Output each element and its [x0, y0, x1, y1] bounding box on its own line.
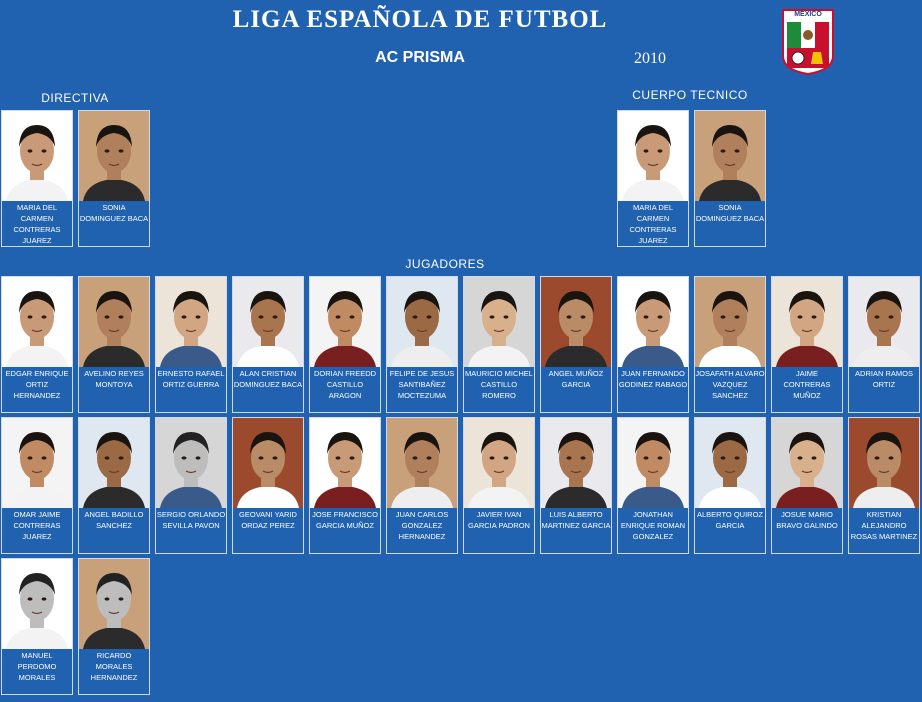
member-card — [155, 417, 227, 554]
member-name: LUIS ALBERTO MARTINEZ GARCIA — [541, 510, 611, 530]
member-photo — [79, 111, 149, 201]
member-photo — [541, 418, 611, 508]
member-photo — [2, 111, 72, 201]
member-card — [78, 417, 150, 554]
club-name: AC PRISMA — [375, 49, 465, 66]
member-card — [309, 276, 381, 413]
member-name: JAIME CONTRERAS MUÑOZ — [783, 369, 831, 400]
member-card — [771, 417, 843, 554]
member-photo — [618, 111, 688, 201]
page-title: LIGA ESPAÑOLA DE FUTBOL — [232, 6, 608, 33]
member-photo — [310, 277, 380, 367]
member-name: ANGEL BADILLO SANCHEZ — [84, 510, 144, 530]
member-photo — [233, 418, 303, 508]
member-photo — [618, 277, 688, 367]
member-card — [694, 110, 766, 247]
member-photo — [772, 277, 842, 367]
member-photo — [233, 277, 303, 367]
section-directiva-label: DIRECTIVA — [41, 91, 109, 105]
season-year: 2010 — [634, 50, 666, 67]
member-photo — [2, 559, 72, 649]
member-card — [1, 110, 73, 247]
section-cuerpo-tecnico-label: CUERPO TECNICO — [632, 88, 748, 102]
member-card — [1, 417, 73, 554]
member-card — [309, 417, 381, 554]
member-photo — [79, 559, 149, 649]
member-card — [386, 276, 458, 413]
member-name: EDGAR ENRIQUE ORTIZ HERNANDEZ — [5, 369, 69, 400]
member-card — [386, 417, 458, 554]
member-card — [617, 110, 689, 247]
member-name: JUAN FERNANDO GODINEZ RABAGO — [618, 369, 688, 389]
member-name: ADRIAN RAMOS ORTIZ — [855, 369, 913, 389]
member-name: JUAN CARLOS GONZALEZ HERNANDEZ — [395, 510, 449, 541]
member-name: MARIA DEL CARMEN CONTRERAS JUAREZ — [629, 203, 677, 245]
member-name: OMAR JAIME CONTRERAS JUAREZ — [13, 510, 61, 541]
member-name: ANGEL MUÑOZ GARCIA — [548, 369, 604, 389]
member-card — [78, 558, 150, 695]
member-photo — [849, 418, 919, 508]
member-name: ALBERTO QUIROZ GARCIA — [697, 510, 763, 530]
member-card — [694, 276, 766, 413]
member-name: KRISTIAN ALEJANDRO ROSAS MARTINEZ — [850, 510, 918, 541]
member-photo — [695, 418, 765, 508]
member-photo — [618, 418, 688, 508]
section-jugadores-label: JUGADORES — [405, 257, 485, 271]
member-name: JOSAFATH ALVARO VAZQUEZ SANCHEZ — [695, 369, 765, 400]
member-photo — [695, 277, 765, 367]
member-name: MAURICIO MICHEL CASTILLO ROMERO — [465, 369, 533, 400]
member-photo — [464, 418, 534, 508]
member-card — [232, 276, 304, 413]
member-name: MARIA DEL CARMEN CONTRERAS JUAREZ — [13, 203, 61, 245]
member-name: DORIAN FREEDD CASTILLO ARAGON — [313, 369, 377, 400]
member-name: JOSE FRANCISCO GARCIA MUÑOZ — [312, 510, 378, 530]
member-card — [848, 276, 920, 413]
member-card — [540, 417, 612, 554]
member-name: ALAN CRISTIAN DOMINGUEZ BACA — [233, 369, 303, 389]
member-name: GEOVANI YARID ORDAZ PEREZ — [239, 510, 297, 530]
member-photo — [464, 277, 534, 367]
member-card — [1, 558, 73, 695]
member-photo — [387, 277, 457, 367]
member-card — [1, 276, 73, 413]
member-photo — [541, 277, 611, 367]
member-name: JAVIER IVAN GARCIA PADRON — [468, 510, 530, 530]
member-card — [540, 276, 612, 413]
member-name: SERGIO ORLANDO SEVILLA PAVON — [156, 510, 226, 530]
member-name: JONATHAN ENRIQUE ROMAN GONZALEZ — [620, 510, 686, 541]
member-photo — [387, 418, 457, 508]
member-photo — [156, 418, 226, 508]
member-photo — [2, 277, 72, 367]
member-name: RICARDO MORALES HERNANDEZ — [90, 651, 138, 682]
crest-text: MEXICO — [794, 11, 822, 18]
member-card — [463, 276, 535, 413]
member-name: MANUEL PERDOMO MORALES — [17, 651, 57, 682]
member-photo — [772, 418, 842, 508]
member-card — [232, 417, 304, 554]
member-photo — [2, 418, 72, 508]
member-name: AVELINO REYES MONTOYA — [84, 369, 144, 389]
member-photo — [849, 277, 919, 367]
member-name: ERNESTO RAFAEL ORTIZ GUERRA — [157, 369, 225, 389]
member-photo — [156, 277, 226, 367]
member-name: SONIA DOMINGUEZ BACA — [79, 203, 149, 223]
member-card — [155, 276, 227, 413]
member-card — [848, 417, 920, 554]
member-card — [463, 417, 535, 554]
member-photo — [79, 418, 149, 508]
member-photo — [695, 111, 765, 201]
member-name: SONIA DOMINGUEZ BACA — [695, 203, 765, 223]
member-name: FELIPE DE JESUS SANTIBAÑEZ MOCTEZUMA — [389, 369, 455, 400]
member-card — [694, 417, 766, 554]
member-photo — [79, 277, 149, 367]
member-card — [617, 417, 689, 554]
club-crest-icon — [781, 8, 835, 76]
member-photo — [310, 418, 380, 508]
member-name: JOSUE MARIO BRAVO GALINDO — [776, 510, 838, 530]
member-card — [78, 276, 150, 413]
member-card — [771, 276, 843, 413]
member-card — [78, 110, 150, 247]
member-card — [617, 276, 689, 413]
